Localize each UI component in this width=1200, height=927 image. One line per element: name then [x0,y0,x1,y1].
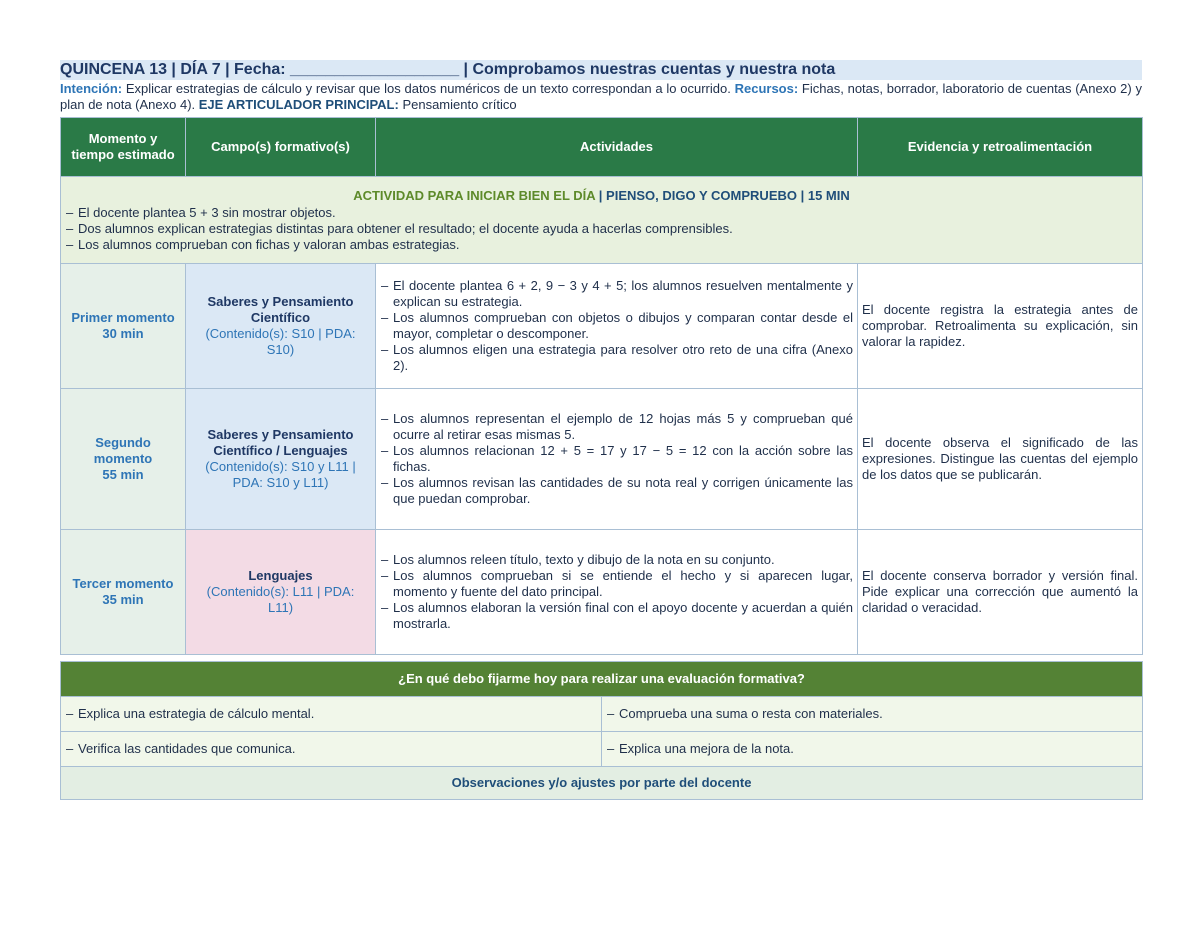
list-item: – Explica una mejora de la nota. [606,741,1138,757]
start-activity-subtitle: | PIENSO, DIGO Y COMPRUEBO | 15 MIN [595,187,850,203]
evidence-cell: El docente observa el significado de las expresiones. Distingue las cuentas del ejemplo de los datos que se publicarán. [858,389,1143,530]
moment-time: 55 min [102,467,144,482]
activities-list [380,278,853,374]
list-item: – Los alumnos comprueban con objetos o dibujos y comparan contar desde el mayor, completar o descomponer. [380,310,853,342]
field-content: (Contenido(s): S10 y L11 | PDA: S10 y L11) [205,459,356,490]
intention-paragraph [60,81,1142,113]
evidence-cell: El docente conserva borrador y versión final. Pide explicar una corrección que aumentó la claridad o veracidad. [858,530,1143,655]
evaluation-items-row [61,697,1143,732]
start-activity-cell [61,177,1143,264]
evaluation-question: ¿En qué debo fijarme hoy para realizar una evaluación formativa? [61,662,1143,697]
planning-page [60,60,1142,800]
table-row [61,264,1143,389]
list-item: – Los alumnos elaboran la versión final con el apoyo docente y acuerdan a quién mostrarla. [380,600,853,632]
evaluation-table [60,661,1143,800]
observations-label: Observaciones y/o ajustes por parte del docente [61,767,1143,800]
evaluation-items-row [61,732,1143,767]
column-header-evidencia: Evidencia y retroalimentación [858,118,1143,177]
evaluation-item [61,697,602,732]
list-item: – Los alumnos representan el ejemplo de 12 hojas más 5 y comprueban qué ocurre al retirar esas mismas 5. [380,411,853,443]
observations-row [61,767,1143,800]
list-item: – Los alumnos eligen una estrategia para resolver otro reto de una cifra (Anexo 2). [380,342,853,374]
field-name: Saberes y Pensamiento Científico / Lenguajes [207,427,354,458]
list-item: – Explica una estrategia de cálculo mental. [65,706,597,722]
moment-name: Tercer momento [72,576,174,591]
moment-time: 30 min [102,326,144,341]
evaluation-question-row [61,662,1143,697]
evaluation-item [602,732,1143,767]
column-header-actividades: Actividades [376,118,858,177]
list-item: – Los alumnos comprueban con fichas y valoran ambas estrategias. [65,237,1138,253]
moment-time: 35 min [102,592,144,607]
table-row [61,389,1143,530]
table-header-row [61,118,1143,177]
moment-name: Segundo momento [93,435,153,466]
field-cell [186,389,376,530]
field-content: (Contenido(s): L11 | PDA: L11) [206,584,355,615]
list-item: – Comprueba una suma o resta con materiales. [606,706,1138,722]
list-item: – Dos alumnos explican estrategias distintas para obtener el resultado; el docente ayuda a hacerlas comprensibles. [65,221,1138,237]
page-title: QUINCENA 13 | DÍA 7 | Fecha: ___________________ | Comprobamos nuestras cuentas y nuestra nota [60,60,1142,80]
evaluation-item [61,732,602,767]
list-item: – Los alumnos releen título, texto y dibujo de la nota en su conjunto. [380,552,853,568]
list-item: – El docente plantea 5 + 3 sin mostrar objetos. [65,205,1138,221]
moment-cell [61,264,186,389]
planning-table [60,117,1143,655]
moment-cell [61,389,186,530]
activities-cell [376,264,858,389]
intention-text: Explicar estrategias de cálculo y revisar que los datos numéricos de un texto correspondan a lo ocurrido. [122,81,735,96]
start-activity-title [65,188,1138,204]
activities-cell [376,530,858,655]
evidence-cell: El docente registra la estrategia antes de comprobar. Retroalimenta su explicación, sin valorar la rapidez. [858,264,1143,389]
activities-cell [376,389,858,530]
moment-cell [61,530,186,655]
axis-label: EJE ARTICULADOR PRINCIPAL: [198,97,399,112]
resources-text: Fichas, notas, borrador, laboratorio de cuentas (Anexo 2) y plan de nota (Anexo 4). [60,81,1142,112]
table-row [61,530,1143,655]
list-item: – Los alumnos revisan las cantidades de su nota real y corrigen únicamente las que puedan comprobar. [380,475,853,507]
activities-list [380,411,853,507]
axis-text: Pensamiento crítico [398,97,517,112]
resources-label: Recursos: [734,81,799,96]
start-activity-row [61,177,1143,264]
list-item: – Verifica las cantidades que comunica. [65,741,597,757]
intention-label: Intención: [60,81,123,96]
field-cell [186,530,376,655]
moment-name: Primer momento [71,310,175,325]
evaluation-item [602,697,1143,732]
activities-list [380,552,853,632]
list-item: – Los alumnos comprueban si se entiende el hecho y si aparecen lugar, momento y fuente del dato principal. [380,568,853,600]
field-name: Lenguajes [248,568,313,583]
list-item: – Los alumnos relacionan 12 + 5 = 17 y 17 − 5 = 12 con la acción sobre las fichas. [380,443,853,475]
field-name: Saberes y Pensamiento Científico [207,294,354,325]
start-activity-title-main: ACTIVIDAD PARA INICIAR BIEN EL DÍA [353,187,596,203]
start-activity-list [65,205,1138,253]
column-header-momento: Momento y tiempo estimado [61,118,186,177]
column-header-campo: Campo(s) formativo(s) [186,118,376,177]
field-content: (Contenido(s): S10 | PDA: S10) [205,326,356,357]
field-cell [186,264,376,389]
list-item: – El docente plantea 6 + 2, 9 − 3 y 4 + 5; los alumnos resuelven mentalmente y explican su estrategia. [380,278,853,310]
